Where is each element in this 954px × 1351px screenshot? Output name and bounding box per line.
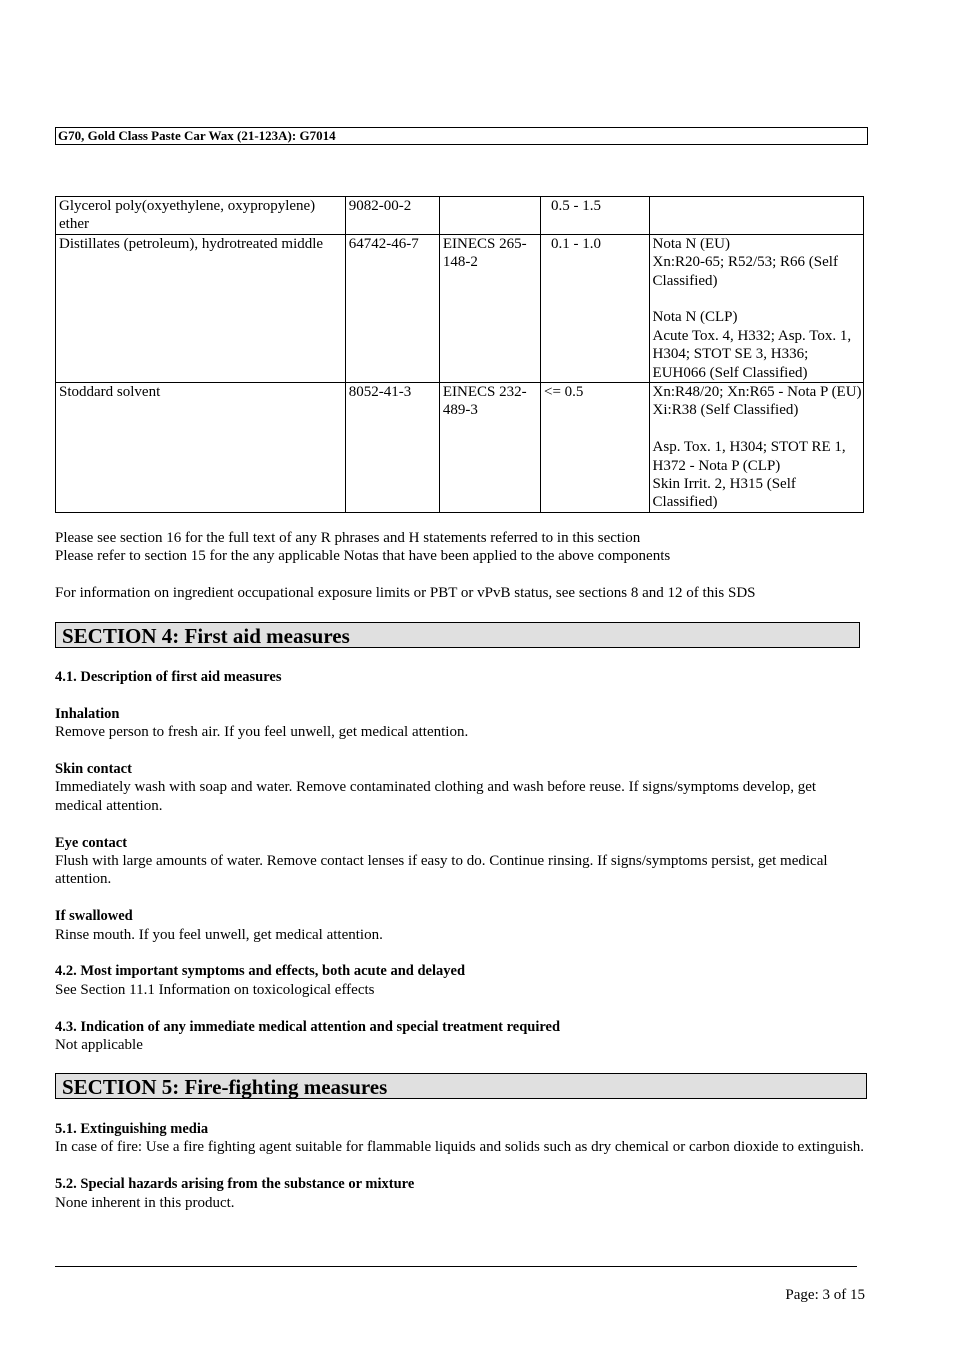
note-r-phrases: Please see section 16 for the full text of any R phrases and H statements referred to in this section — [55, 530, 641, 546]
classification — [649, 197, 863, 235]
subsection-4-3-heading: 4.3. Indication of any immediate medical attention and special treatment required — [55, 1018, 561, 1035]
classification-line: Xi:R38 (Self Classified) — [652, 402, 799, 419]
classification — [649, 383, 863, 513]
subsection-5-2-heading: 5.2. Special hazards arising from the substance or mixture — [55, 1176, 415, 1193]
cas-number: 8052-41-3 — [345, 383, 439, 513]
table-row — [56, 234, 864, 382]
classification-line: Nota N (EU) — [652, 235, 731, 252]
subsection-4-2-heading: 4.2. Most important symptoms and effects, both acute and delayed — [55, 963, 466, 980]
section-5-heading: SECTION 5: Fire-fighting measures — [55, 1073, 867, 1099]
section-4-heading: SECTION 4: First aid measures — [55, 622, 860, 648]
classification — [649, 234, 863, 382]
classification-line: Xn:R48/20; Xn:R65 - Nota P (EU) — [652, 384, 862, 401]
weight-percent: 0.5 - 1.5 — [541, 197, 650, 235]
weight-percent: 0.1 - 1.0 — [541, 234, 650, 382]
classification-line — [653, 290, 863, 308]
note-notas: Please refer to section 15 for the any applicable Notas that have been applied to the above components — [55, 548, 671, 565]
classification-line: Asp. Tox. 1, H304; STOT RE 1, H372 - Nota P (CLP) — [652, 439, 846, 474]
subsection-5-1-heading: 5.1. Extinguishing media — [55, 1121, 209, 1137]
ingredient-name: Glycerol poly(oxyethylene, oxypropylene) ether — [56, 197, 346, 235]
document-header: G70, Gold Class Paste Car Wax (21-123A): G7014 — [55, 127, 868, 145]
note-exposure: For information on ingredient occupational exposure limits or PBT or vPvB status, see sections 8 and 12 of this SDS — [55, 585, 756, 602]
inhalation-text: Remove person to fresh air. If you feel unwell, get medical attention. — [55, 724, 469, 741]
eye-contact-text: Flush with large amounts of water. Remove contact lenses if easy to do. Continue rinsing. If signs/symptoms persist, get medical attention. — [55, 853, 828, 888]
subsection-5-2-text: None inherent in this product. — [55, 1194, 235, 1211]
inhalation-heading: Inhalation — [55, 705, 120, 722]
subsection-4-2-text: See Section 11.1 Information on toxicological effects — [55, 981, 375, 998]
components-table — [55, 196, 864, 513]
subsection-5-1-text: In case of fire: Use a fire fighting agent suitable for flammable liquids and solids such as dry chemical or carbon dioxide to extinguish. — [55, 1139, 864, 1156]
section-5-body — [55, 1120, 865, 1212]
classification-line: Skin Irrit. 2, H315 (Self Classified) — [652, 476, 796, 511]
swallowed-text: Rinse mouth. If you feel unwell, get medical attention. — [55, 926, 383, 943]
skin-contact-heading: Skin contact — [55, 761, 132, 777]
ingredient-name: Stoddard solvent — [56, 383, 346, 513]
table-row — [56, 197, 864, 235]
ec-number: EINECS 265-148-2 — [439, 234, 540, 382]
ingredient-name: Distillates (petroleum), hydrotreated middle — [56, 234, 346, 382]
page-number: Page: 3 of 15 — [785, 1287, 865, 1303]
classification-line — [653, 197, 863, 215]
composition-notes — [55, 529, 875, 603]
classification-line: Xn:R20-65; R52/53; R66 (Self Classified) — [652, 254, 838, 289]
subsection-4-1-heading: 4.1. Description of first aid measures — [55, 669, 282, 685]
eye-contact-heading: Eye contact — [55, 834, 128, 851]
swallowed-heading: If swallowed — [55, 908, 133, 925]
ec-number — [439, 197, 540, 235]
weight-percent: <= 0.5 — [541, 383, 650, 513]
section-4-body — [55, 668, 865, 1054]
skin-contact-text: Immediately wash with soap and water. Remove contaminated clothing and wash before reuse. If signs/symptoms develop, get medical attention. — [55, 779, 817, 814]
classification-line: Nota N (CLP) — [652, 309, 738, 326]
classification-line: Acute Tox. 4, H332; Asp. Tox. 1, H304; STOT SE 3, H336; EUH066 (Self Classified) — [652, 327, 852, 381]
cas-number: 9082-00-2 — [345, 197, 439, 235]
footer-divider — [55, 1266, 857, 1267]
subsection-4-3-text: Not applicable — [55, 1037, 143, 1054]
classification-line — [653, 420, 863, 438]
cas-number: 64742-46-7 — [345, 234, 439, 382]
ec-number: EINECS 232-489-3 — [439, 383, 540, 513]
table-row — [56, 383, 864, 513]
